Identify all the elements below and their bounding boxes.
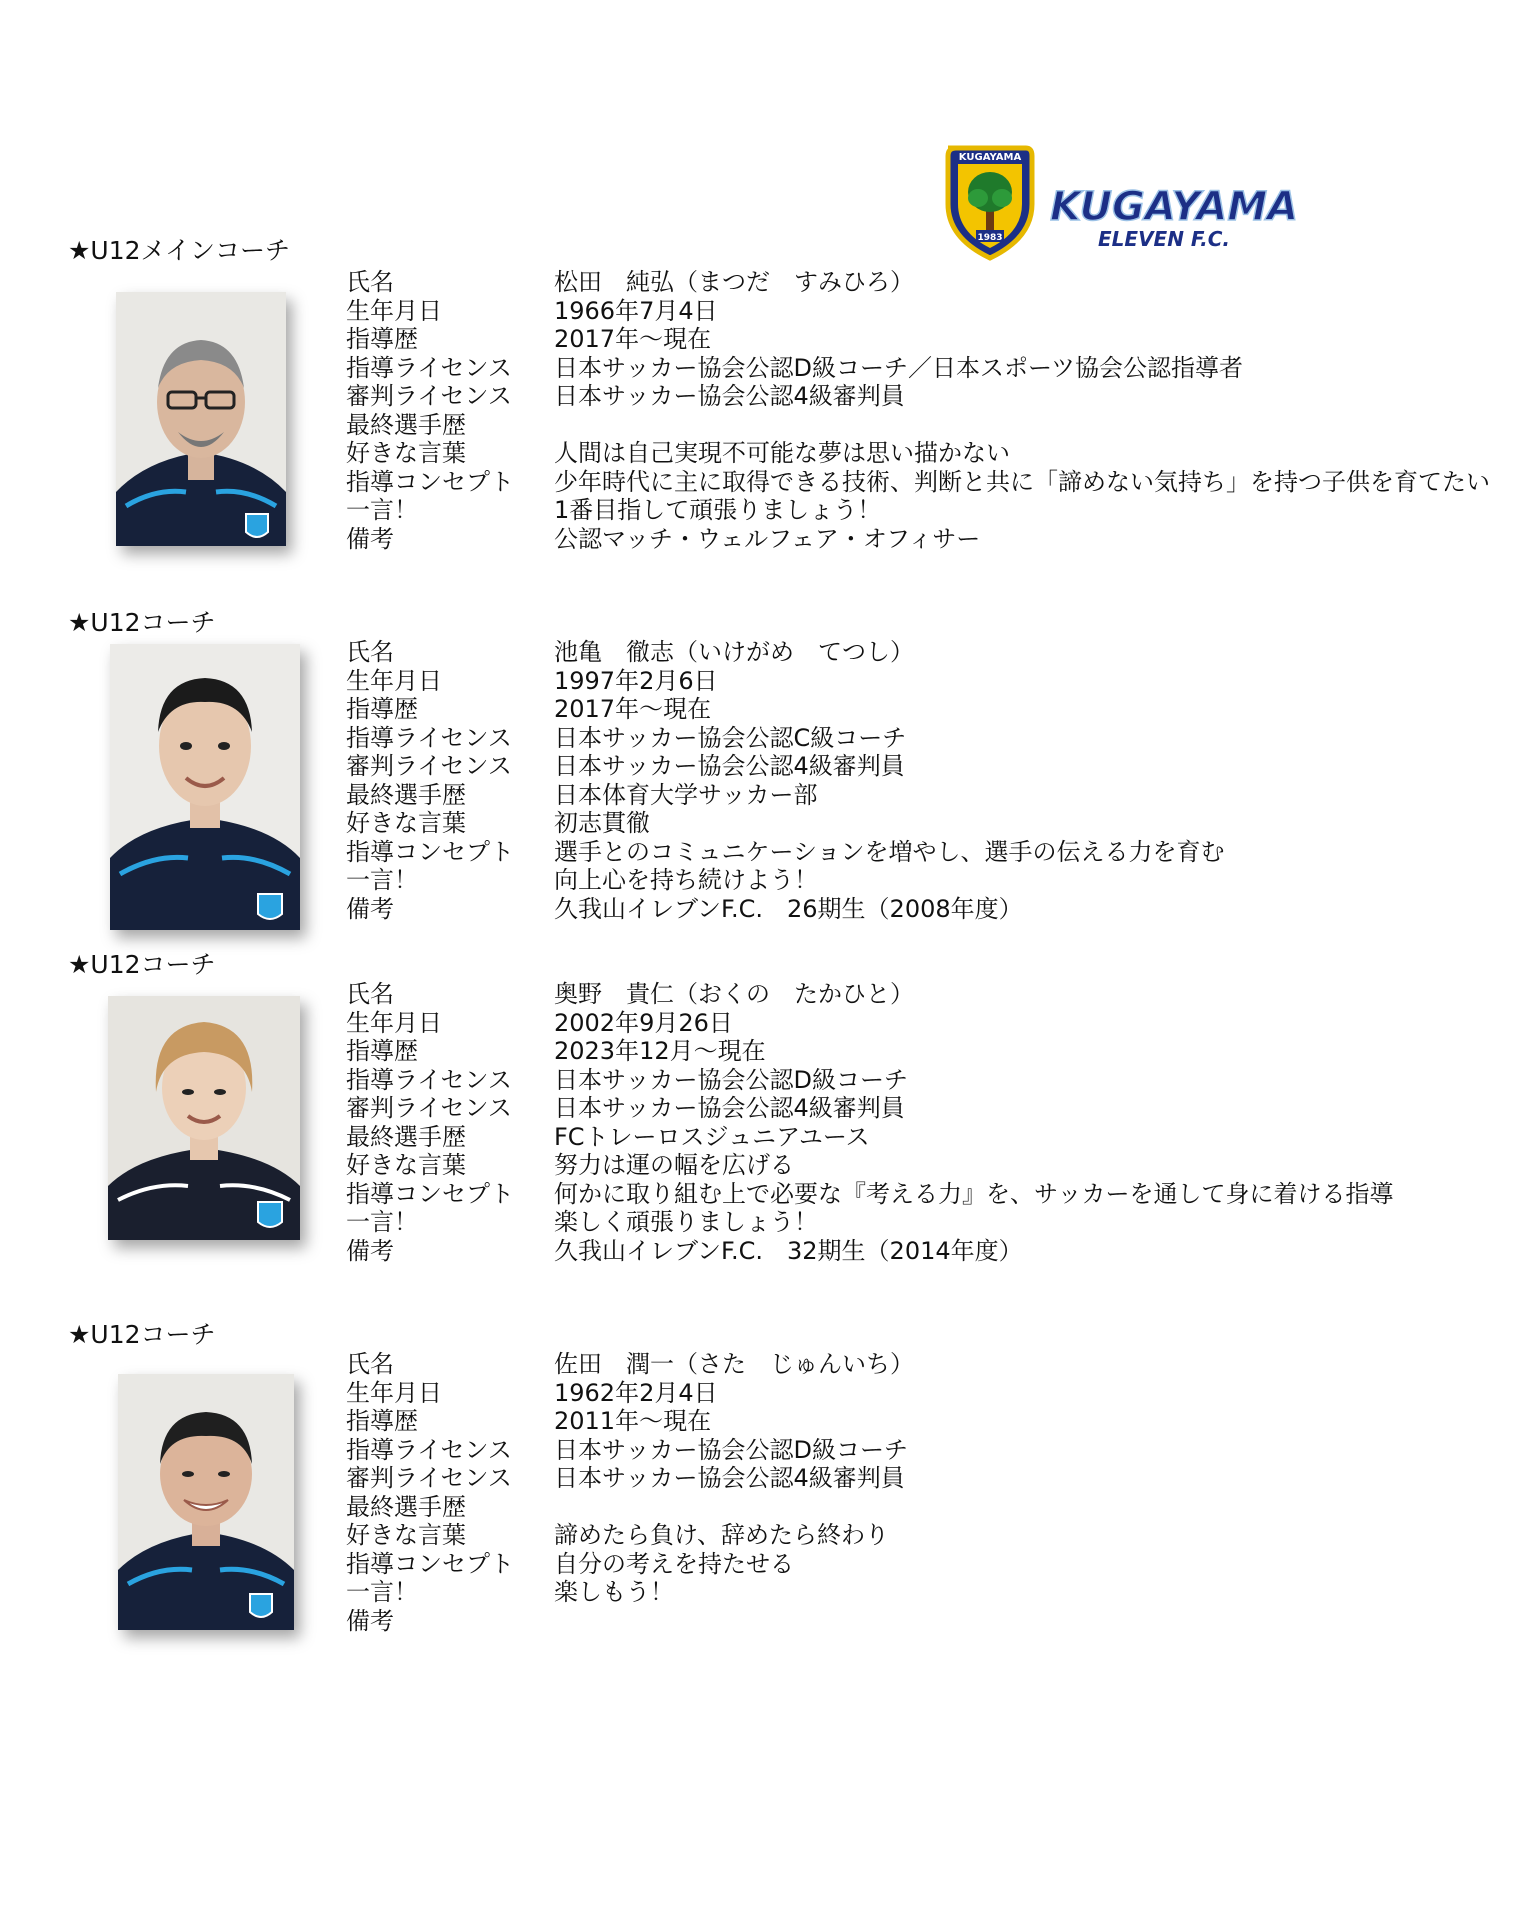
career-label: 指導歴 (346, 325, 418, 353)
favorite-words-row (346, 1151, 1514, 1180)
concept-value: 選手とのコミュニケーションを増やし、選手の伝える力を育む (554, 837, 1225, 866)
comment-label: 一言！ (346, 496, 418, 524)
ref-license-value: 日本サッカー協会公認4級審判員 (554, 1464, 905, 1492)
coach-license-row (346, 354, 1514, 383)
coach-info (346, 638, 1514, 923)
career-row (346, 1407, 1514, 1436)
comment-label: 一言！ (346, 1578, 418, 1606)
ref-license-value: 日本サッカー協会公認4級審判員 (554, 382, 905, 410)
birthday-row (346, 1009, 1514, 1038)
ref-license-value: 日本サッカー協会公認4級審判員 (554, 1094, 905, 1122)
birthday-row (346, 667, 1514, 696)
coach-license-label: 指導ライセンス (346, 723, 512, 752)
name-row (346, 638, 1514, 667)
notes-row (346, 895, 1514, 924)
name-value: 奥野 貴仁（おくの たかひと） (554, 980, 914, 1008)
coach-photo (118, 1374, 294, 1630)
birthday-value: 1962年2月4日 (554, 1378, 718, 1407)
section-title: ★U12コーチ (68, 950, 216, 979)
concept-label: 指導コンセプト (346, 1179, 514, 1208)
favorite-words-value: 諦めたら負け、辞めたら終わり (554, 1521, 890, 1549)
last-team-row (346, 781, 1514, 810)
last-team-value: FCトレーロスジュニアユース (554, 1122, 870, 1151)
comment-label: 一言！ (346, 866, 418, 894)
career-label: 指導歴 (346, 695, 418, 723)
career-value: 2017年～現在 (554, 695, 712, 723)
ref-license-row (346, 1094, 1514, 1123)
notes-row (346, 1607, 1514, 1636)
birthday-label: 生年月日 (346, 1008, 442, 1037)
coach-photo (108, 996, 300, 1240)
notes-label: 備考 (346, 1606, 394, 1635)
comment-row (346, 866, 1514, 895)
notes-row (346, 525, 1514, 554)
favorite-words-label: 好きな言葉 (346, 439, 466, 467)
name-label: 氏名 (346, 638, 394, 666)
favorite-words-row (346, 1521, 1514, 1550)
coach-info (346, 980, 1514, 1265)
section-title: ★U12コーチ (68, 1320, 216, 1349)
notes-value: 久我山イレブンF.C. 32期生（2014年度） (554, 1236, 1023, 1265)
section-title: ★U12コーチ (68, 608, 216, 637)
career-value: 2017年～現在 (554, 325, 712, 353)
name-value: 佐田 潤一（さた じゅんいち） (554, 1350, 914, 1378)
birthday-value: 1966年7月4日 (554, 296, 718, 325)
coach-license-value: 日本サッカー協会公認C級コーチ (554, 723, 907, 752)
notes-row (346, 1237, 1514, 1266)
last-team-label: 最終選手歴 (346, 780, 466, 809)
svg-text:KUGAYAMA: KUGAYAMA (958, 152, 1022, 163)
birthday-label: 生年月日 (346, 1378, 442, 1407)
name-row (346, 1350, 1514, 1379)
notes-value (554, 1607, 1514, 1636)
career-label: 指導歴 (346, 1407, 418, 1435)
last-team-label: 最終選手歴 (346, 410, 466, 439)
last-team-value (554, 1493, 1514, 1522)
name-row (346, 980, 1514, 1009)
favorite-words-row (346, 809, 1514, 838)
favorite-words-value: 人間は自己実現不可能な夢は思い描かない (554, 439, 1010, 467)
notes-value: 久我山イレブンF.C. 26期生（2008年度） (554, 894, 1023, 923)
concept-row (346, 1180, 1514, 1209)
concept-label: 指導コンセプト (346, 837, 514, 866)
svg-text:KUGAYAMA: KUGAYAMA (1050, 184, 1299, 230)
name-row (346, 268, 1514, 297)
coach-info (346, 1350, 1514, 1635)
birthday-value: 1997年2月6日 (554, 666, 718, 695)
coach-license-label: 指導ライセンス (346, 1065, 512, 1094)
ref-license-label: 審判ライセンス (346, 1094, 512, 1122)
notes-label: 備考 (346, 894, 394, 923)
ref-license-label: 審判ライセンス (346, 382, 512, 410)
name-label: 氏名 (346, 1350, 394, 1378)
coach-photo (110, 644, 300, 930)
birthday-label: 生年月日 (346, 666, 442, 695)
coach-license-row (346, 724, 1514, 753)
career-row (346, 1037, 1514, 1066)
coach-info (346, 268, 1514, 553)
name-value: 池亀 徹志（いけがめ てつし） (554, 638, 914, 666)
ref-license-row (346, 382, 1514, 411)
comment-value: 楽しく頑張りましょう！ (554, 1208, 818, 1236)
name-label: 氏名 (346, 980, 394, 1008)
coach-license-value: 日本サッカー協会公認D級コーチ (554, 1065, 908, 1094)
favorite-words-label: 好きな言葉 (346, 1151, 466, 1179)
last-team-label: 最終選手歴 (346, 1492, 466, 1521)
name-label: 氏名 (346, 268, 394, 296)
club-logo (938, 142, 1310, 262)
concept-value: 自分の考えを持たせる (554, 1549, 794, 1578)
coach-photo (116, 292, 286, 546)
ref-license-label: 審判ライセンス (346, 752, 512, 780)
last-team-label: 最終選手歴 (346, 1122, 466, 1151)
ref-license-value: 日本サッカー協会公認4級審判員 (554, 752, 905, 780)
concept-label: 指導コンセプト (346, 1549, 514, 1578)
favorite-words-label: 好きな言葉 (346, 809, 466, 837)
comment-row (346, 1578, 1514, 1607)
svg-text:ELEVEN F.C.: ELEVEN F.C. (1098, 227, 1231, 251)
career-row (346, 325, 1514, 354)
birthday-row (346, 297, 1514, 326)
concept-row (346, 468, 1514, 497)
last-team-value (554, 411, 1514, 440)
section-title: ★U12メインコーチ (68, 236, 291, 265)
concept-label: 指導コンセプト (346, 467, 514, 496)
last-team-row (346, 1123, 1514, 1152)
concept-value: 少年時代に主に取得できる技術、判断と共に「諦めない気持ち」を持つ子供を育てたい (554, 467, 1490, 496)
ref-license-row (346, 752, 1514, 781)
career-value: 2011年～現在 (554, 1407, 712, 1435)
coach-license-label: 指導ライセンス (346, 1435, 512, 1464)
notes-label: 備考 (346, 1236, 394, 1265)
comment-value: 楽しもう！ (554, 1578, 674, 1606)
notes-label: 備考 (346, 524, 394, 553)
coach-license-value: 日本サッカー協会公認D級コーチ (554, 1435, 908, 1464)
coach-license-row (346, 1066, 1514, 1095)
concept-row (346, 838, 1514, 867)
name-value: 松田 純弘（まつだ すみひろ） (554, 268, 914, 296)
svg-text:1983: 1983 (977, 233, 1003, 243)
comment-value: 1番目指して頑張りましょう！ (554, 496, 882, 524)
concept-row (346, 1550, 1514, 1579)
comment-row (346, 1208, 1514, 1237)
coach-license-row (346, 1436, 1514, 1465)
comment-row (346, 496, 1514, 525)
favorite-words-value: 初志貫徹 (554, 809, 650, 837)
last-team-row (346, 1493, 1514, 1522)
comment-value: 向上心を持ち続けよう！ (554, 866, 818, 894)
birthday-value: 2002年9月26日 (554, 1008, 733, 1037)
coach-license-value: 日本サッカー協会公認D級コーチ／日本スポーツ協会公認指導者 (554, 353, 1244, 382)
birthday-label: 生年月日 (346, 296, 442, 325)
career-label: 指導歴 (346, 1037, 418, 1065)
favorite-words-label: 好きな言葉 (346, 1521, 466, 1549)
birthday-row (346, 1379, 1514, 1408)
ref-license-label: 審判ライセンス (346, 1464, 512, 1492)
ref-license-row (346, 1464, 1514, 1493)
career-value: 2023年12月～現在 (554, 1037, 766, 1065)
favorite-words-value: 努力は運の幅を広げる (554, 1151, 794, 1179)
notes-value: 公認マッチ・ウェルフェア・オフィサー (554, 524, 981, 553)
last-team-row (346, 411, 1514, 440)
concept-value: 何かに取り組む上で必要な『考える力』を、サッカーを通して身に着ける指導 (554, 1179, 1394, 1208)
favorite-words-row (346, 439, 1514, 468)
comment-label: 一言！ (346, 1208, 418, 1236)
last-team-value: 日本体育大学サッカー部 (554, 780, 818, 809)
career-row (346, 695, 1514, 724)
coach-license-label: 指導ライセンス (346, 353, 512, 382)
